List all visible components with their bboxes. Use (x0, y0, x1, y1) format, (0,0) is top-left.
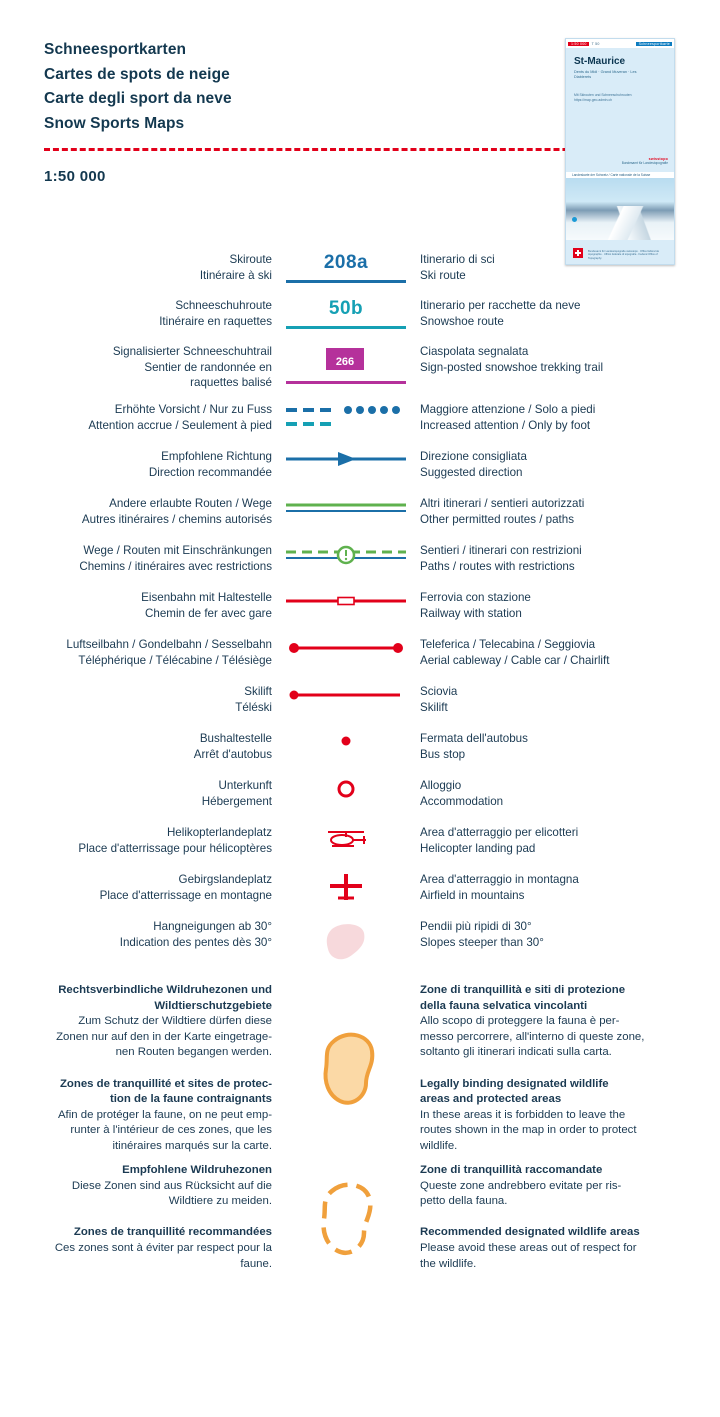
symbol-cableway (286, 637, 406, 672)
ski-route-number: 208a (323, 252, 369, 273)
symbol-wildlife-binding (286, 983, 406, 1158)
cover-strip-text: Landeskarte der Schweiz / Carte nationale de la Suisse (572, 173, 651, 177)
legend-text: Skilift (420, 700, 448, 714)
cover-meta: Mit Skirouten und Schneeschuhrouten https://map.geo.admin.ch (574, 92, 632, 102)
legend-text: Indication des pentes dès 30° (119, 935, 272, 949)
legend-text: Eisenbahn mit Haltestelle (141, 591, 272, 604)
symbol-wildlife-recommended (286, 1163, 406, 1288)
legend-text: Ces zones sont à éviter par respect pour la (54, 1241, 272, 1254)
legend-text: faune. (240, 1257, 272, 1270)
legend-text: Maggiore attenzione / Solo a piedi (420, 403, 596, 416)
wildlife-recommended-left (0, 1163, 286, 1272)
legend-text: Ciaspolata segnalata (420, 345, 529, 358)
title-fr: Cartes de spots de neige (44, 65, 230, 83)
legend-text: Andere erlaubte Routen / Wege (109, 497, 272, 510)
wildlife-recommended-block (0, 1163, 720, 1293)
legend-row-accommodation (0, 778, 720, 825)
legend-text: Paths / routes with restrictions (420, 559, 575, 573)
wildlife-binding-left (0, 983, 286, 1155)
cover-topbar (566, 39, 674, 48)
symbol-airfield (286, 872, 406, 911)
legend-text: Skilift (244, 685, 272, 698)
legend-text: Rechtsverbindliche Wildruhezonen und (58, 984, 272, 996)
spacer (0, 971, 720, 983)
cover-brand-name: swisstopo (648, 157, 668, 161)
wildlife-recommended-area-icon (286, 1163, 406, 1283)
legend-label-left (0, 778, 286, 809)
steep-slope-icon (286, 919, 406, 967)
symbol-caution (286, 402, 406, 447)
symbol-skilift (286, 684, 406, 719)
legend-row-ski-route (0, 249, 720, 298)
airplane-icon (286, 872, 406, 906)
legend-text: Helicopter landing pad (420, 841, 536, 855)
legend-label-right (406, 778, 720, 809)
symbol-steep-slope (286, 919, 406, 972)
legend-text: messo percorrere, all'interno di queste zone, (420, 1030, 645, 1043)
cover-title: St-Maurice (574, 56, 626, 67)
legend-text: Empfohlene Richtung (161, 450, 272, 463)
wildlife-binding-right (406, 983, 720, 1155)
cover-top-right: Schneesportkarte (636, 42, 672, 46)
legend-label-right (406, 637, 720, 668)
legend-text: the wildlife. (420, 1257, 477, 1270)
legend-text: Legally binding designated wildlife (420, 1077, 609, 1090)
legend-text: Bushaltestelle (199, 732, 272, 745)
legend-text: Sign-posted snowshoe trekking trail (420, 360, 604, 374)
legend-text: Luftseilbahn / Gondelbahn / Sesselbahn (66, 638, 272, 651)
legend-text: Gebirgslandeplatz (178, 873, 272, 886)
symbol-direction (286, 449, 406, 484)
legend-text: soltanto gli itinerari indicati sulla carta. (420, 1046, 612, 1059)
title-it: Carte degli sport da neve (44, 90, 232, 107)
legend-text: Chemin de fer avec gare (145, 606, 272, 620)
legend-text: Place d'atterrissage en montagne (99, 888, 272, 902)
legend-text: Itinéraire à ski (199, 268, 272, 282)
legend-text: Wildtierschutzgebiete (154, 999, 272, 1012)
legend-row-railway (0, 590, 720, 637)
legend-text: Schneeschuhroute (175, 299, 272, 312)
legend-text: Bus stop (420, 747, 466, 761)
legend-text: wildlife. (420, 1139, 458, 1152)
legend-label-right (406, 684, 720, 715)
legend-text: Zum Schutz der Wildtiere dürfen diese (78, 1015, 272, 1028)
cover-top-mid: T 50 (591, 41, 600, 46)
legend-text: Other permitted routes / paths (420, 512, 575, 526)
legend-label-left (0, 496, 286, 527)
legend-text: Please avoid these areas out of respect for (420, 1241, 637, 1254)
legend-text: Helikopterlandeplatz (166, 826, 272, 839)
legend-text: Queste zone andrebbero evitate per ris- (420, 1179, 622, 1192)
legend-text: Empfohlene Wildruhezonen (122, 1164, 272, 1176)
legend-label-right (406, 731, 720, 762)
cover-photo (566, 178, 674, 240)
page-title (44, 38, 564, 136)
legend-text: Direction recommandée (148, 465, 272, 479)
cover-blue-dot-icon (572, 217, 577, 222)
skilift-icon (286, 684, 406, 714)
legend-text: Teleferica / Telecabina / Seggiovia (420, 638, 596, 651)
aerial-cableway-icon (286, 637, 406, 667)
legend-text: nen Routen begangen werden. (115, 1046, 272, 1059)
other-permitted-icon (286, 496, 406, 526)
legend-row-airfield (0, 872, 720, 919)
legend-label-right (406, 919, 720, 950)
legend-label-right (406, 449, 720, 480)
legend-label-right (406, 298, 720, 329)
wildlife-binding-block (0, 983, 720, 1163)
accommodation-icon (286, 778, 406, 808)
cover-brand-sub: Bundesamt für Landestopografie (621, 161, 668, 165)
legend-text: Sentier de randonnée en (144, 360, 272, 374)
legend-row-cableway (0, 637, 720, 684)
helicopter-icon (286, 825, 406, 855)
legend-text: itinéraires marqués sur la carte. (112, 1139, 272, 1152)
legend-label-right (406, 344, 720, 375)
legend-row-steep-slopes (0, 919, 720, 971)
cover-top-left: 1:50 000 (568, 42, 589, 46)
legend-text: Snowshoe route (420, 314, 504, 328)
snowshoe-route-number: 50b (328, 298, 364, 319)
legend-text: Zonen nur auf den in der Karte eingetrage- (56, 1030, 272, 1043)
legend-row-direction (0, 449, 720, 496)
legend-label-left (0, 825, 286, 856)
cover-brand (622, 157, 668, 165)
legend-row-bus-stop (0, 731, 720, 778)
legend-label-right (406, 590, 720, 621)
legend-label-right (406, 543, 720, 574)
legend-text: Pendii più ripidi di 30° (420, 920, 532, 933)
symbol-other-permitted (286, 496, 406, 531)
legend-text: Sentieri / itinerari con restrizioni (420, 544, 582, 557)
legend-label-left (0, 298, 286, 329)
legend-text: runter à l'intérieur de ces zones, que les (70, 1124, 272, 1137)
legend-row-skilift (0, 684, 720, 731)
legend-label-left (0, 684, 286, 715)
symbol-railway (286, 590, 406, 625)
legend-text: Téléphérique / Télécabine / Télésiège (78, 653, 272, 667)
legend-text: Hangneigungen ab 30° (153, 920, 272, 933)
cover-subtitle: Dents du Midi · Grand Muveran · Les Diablerets (574, 70, 637, 80)
legend-text: Slopes steeper than 30° (420, 935, 544, 949)
legend-text: Increased attention / Only by foot (420, 418, 591, 432)
legend-text: Wege / Routen mit Einschränkungen (83, 544, 272, 557)
legend-text: Arrêt d'autobus (193, 747, 272, 761)
legend-label-right (406, 872, 720, 903)
ski-route-line-icon (286, 280, 406, 283)
symbol-bus-stop (286, 731, 406, 766)
legend-text: Place d'atterrissage pour hélicoptères (78, 841, 272, 855)
snowshoe-route-line-icon (286, 326, 406, 329)
legend-text: Alloggio (420, 779, 462, 792)
legend-text: Area d'atterraggio per elicotteri (420, 826, 579, 839)
legend-text: Chemins / itinéraires avec restrictions (79, 559, 272, 573)
legend-text: petto della fauna. (420, 1195, 508, 1208)
legend-text: Zones de tranquillité et sites de protec- (59, 1077, 272, 1090)
legend-text: Unterkunft (218, 779, 272, 792)
legend-text: routes shown in the map in order to protect (420, 1124, 637, 1137)
legend-label-left (0, 449, 286, 480)
caution-dashed-dotted-icon (286, 402, 406, 442)
map-scale: 1:50 000 (44, 168, 106, 185)
bus-stop-icon (286, 731, 406, 761)
legend-text: Aerial cableway / Cable car / Chairlift (420, 653, 610, 667)
legend-text: Wildtiere zu meiden. (168, 1195, 272, 1208)
legend-text: Afin de protéger la faune, on ne peut emp- (57, 1108, 272, 1121)
legend-text: della fauna selvatica vincolanti (420, 999, 588, 1012)
legend-text: Railway with station (420, 606, 522, 620)
legend-text: Suggested direction (420, 465, 523, 479)
legend-text: Itinerario per racchette da neve (420, 299, 581, 312)
legend-label-left (0, 344, 286, 391)
legend-text: Hébergement (201, 794, 272, 808)
suggested-direction-icon (286, 449, 406, 479)
legend-text: Attention accrue / Seulement à pied (88, 418, 272, 432)
legend-text: Accommodation (420, 794, 504, 808)
legend-text: Itinerario di sci (420, 253, 495, 266)
legend-text: Itinéraire en raquettes (159, 314, 272, 328)
legend-label-right (406, 496, 720, 527)
legend-text: Sciovia (420, 685, 458, 698)
restricted-route-icon (286, 543, 406, 573)
symbol-restrictions (286, 543, 406, 578)
cover-footer-text: Bundesamt für Landestopografie swisstopo · Office fédéral de topographie · Ufficio federale di topografia · Federal Office of Topography (588, 249, 660, 260)
legend-text: In these areas it is forbidden to leave the (420, 1108, 626, 1121)
railway-station-icon (286, 590, 406, 620)
legend-label-right (406, 402, 720, 433)
legend-text: Zone di tranquillità raccomandate (420, 1164, 603, 1176)
symbol-accommodation (286, 778, 406, 813)
wildlife-recommended-right (406, 1163, 720, 1272)
legend-text: Direzione consigliata (420, 450, 527, 463)
trail-number: 266 (335, 356, 355, 368)
legend-text: tion de la faune contraignants (109, 1093, 272, 1106)
legend-label-left (0, 590, 286, 621)
legend-text: Téléski (235, 700, 272, 714)
legend-row-snowshoe-route (0, 298, 720, 344)
legend-text: Airfield in mountains (420, 888, 525, 902)
title-de: Schneesportkarten (44, 41, 187, 58)
legend-text: Altri itinerari / sentieri autorizzati (420, 497, 585, 510)
legend-label-left (0, 402, 286, 433)
legend-text: raquettes balisé (190, 376, 272, 389)
legend-row-other-permitted (0, 496, 720, 543)
legend-row-helipad (0, 825, 720, 872)
legend-text: Zones de tranquillité recommandées (73, 1226, 272, 1239)
legend-text: Fermata dell'autobus (420, 732, 528, 745)
legend-text: Recommended designated wildlife areas (420, 1226, 640, 1239)
legend-row-snowshoe-trail (0, 344, 720, 402)
legend-label-right (406, 825, 720, 856)
legend-label-left (0, 919, 286, 950)
legend-row-restrictions (0, 543, 720, 590)
wildlife-binding-area-icon (286, 983, 406, 1153)
symbol-helipad (286, 825, 406, 860)
legend-label-left (0, 731, 286, 762)
legend-label-left (0, 637, 286, 668)
legend-text: Erhöhte Vorsicht / Nur zu Fuss (114, 403, 272, 416)
legend-text: Autres itinéraires / chemins autorisés (81, 512, 272, 526)
legend-list (0, 249, 720, 1293)
legend-label-right (406, 249, 720, 283)
trail-line-icon (286, 381, 406, 384)
legend-text: areas and protected areas (420, 1093, 562, 1106)
legend-label-left (0, 252, 286, 283)
legend-text: Diese Zonen sind aus Rücksicht auf die (71, 1179, 272, 1192)
map-cover-thumbnail (565, 38, 675, 265)
title-en: Snow Sports Maps (44, 114, 185, 132)
legend-text: Skiroute (229, 253, 272, 266)
legend-text: Signalisierter Schneeschuhtrail (112, 345, 272, 358)
legend-label-left (0, 872, 286, 903)
legend-text: Zone di tranquillità e siti di protezione (420, 984, 626, 996)
legend-text: Ferrovia con stazione (420, 591, 531, 604)
legend-text: Allo scopo di proteggere la fauna è per- (420, 1015, 620, 1028)
legend-text: Ski route (420, 268, 466, 282)
legend-text: Area d'atterraggio in montagna (420, 873, 579, 886)
divider-dashed (44, 148, 631, 151)
legend-label-left (0, 543, 286, 574)
legend-row-caution (0, 402, 720, 449)
